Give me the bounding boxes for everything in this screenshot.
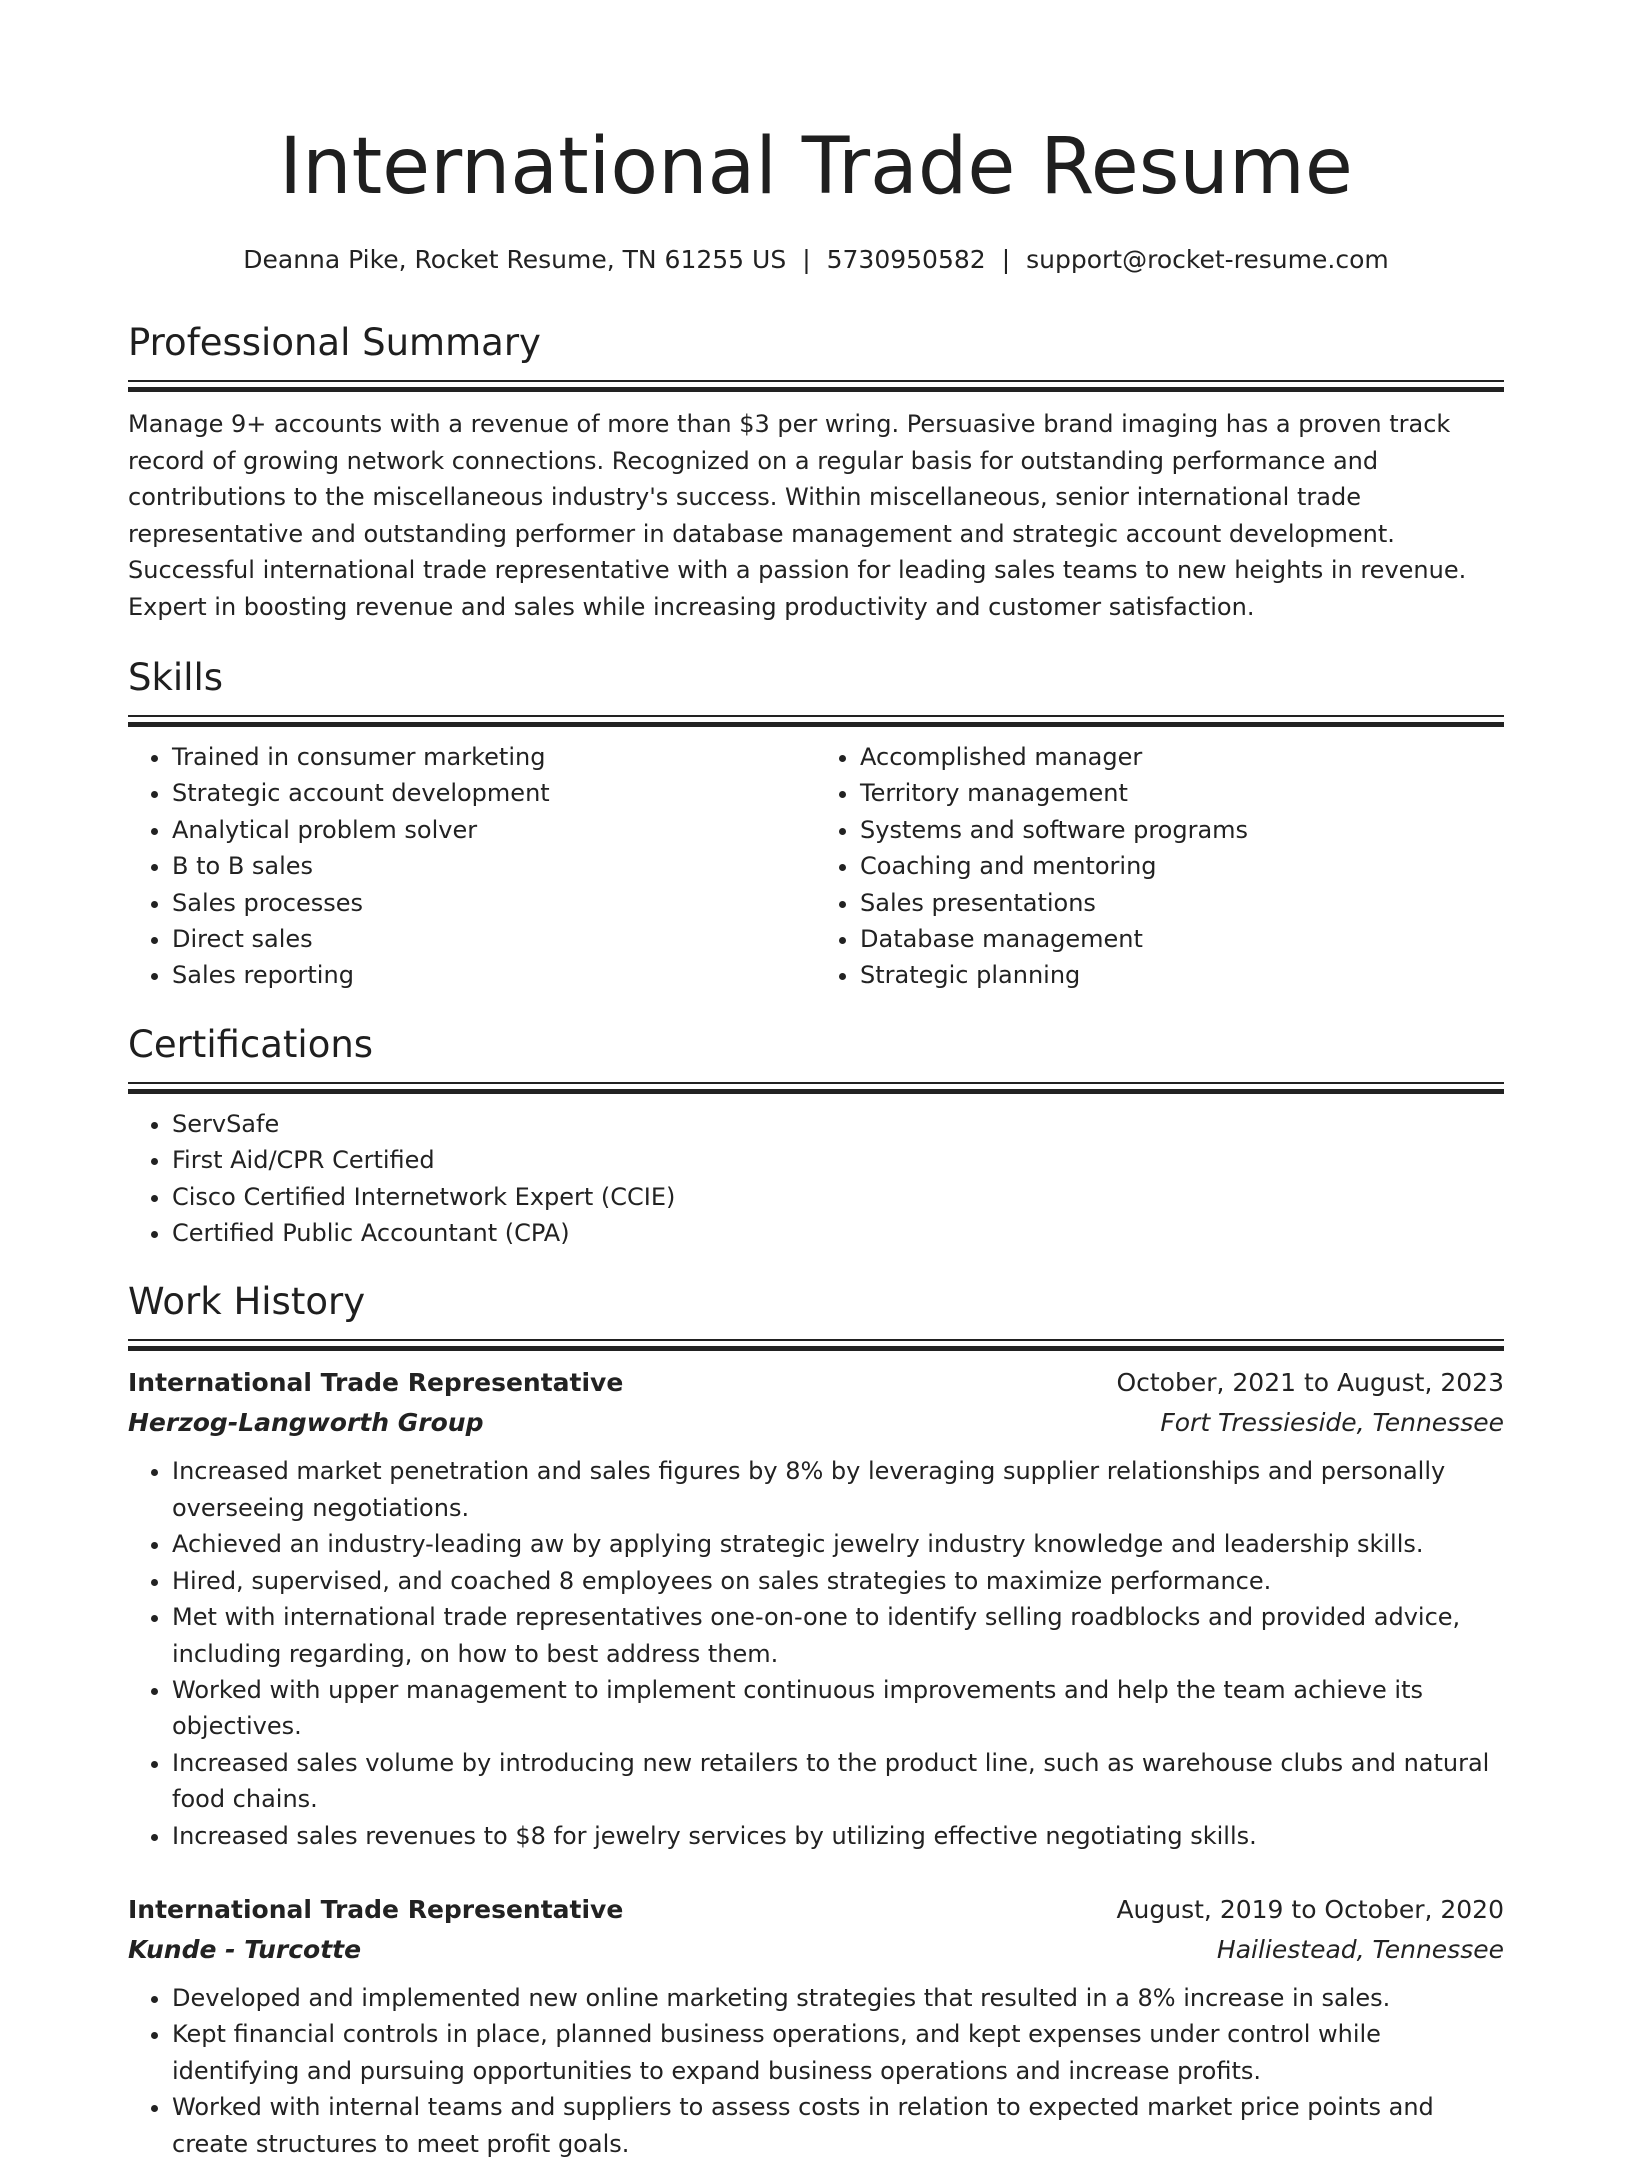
contact-separator: | xyxy=(1001,245,1011,274)
job-title: International Trade Representative xyxy=(128,1368,624,1398)
contact-email: support@rocket-resume.com xyxy=(1026,245,1389,274)
skills-column-left xyxy=(128,727,816,994)
section-divider xyxy=(128,380,1504,392)
skill-item: • B to B sales xyxy=(172,848,816,884)
job-entry xyxy=(128,1363,1504,1853)
job-company-row xyxy=(128,1403,1504,1443)
skill-item: • Strategic account development xyxy=(172,775,816,811)
skill-item: • Accomplished manager xyxy=(860,739,1504,775)
resume-content xyxy=(128,112,1504,2162)
skill-item: • Database management xyxy=(860,921,1504,957)
job-bullet: • Met with international trade representatives one-on-one to identify selling roadblocks and provided advice, including regarding, on how to best address them. xyxy=(172,1599,1504,1672)
summary-text: Manage 9+ accounts with a revenue of more than $3 per wring. Persuasive brand imaging has a proven track record of growing network connections. Recognized on a regular basis for outstanding performance and contributions to the miscellaneous industry's success. Within miscellaneous, senior international trade representative and outstanding performer in database management and strategic account development. Successful international trade representative with a passion for leading sales teams to new heights in revenue. Expert in boosting revenue and sales while increasing productivity and customer satisfaction. xyxy=(128,410,1467,621)
job-company: Herzog-Langworth Group xyxy=(128,1408,484,1438)
job-dates: August, 2019 to October, 2020 xyxy=(1116,1894,1504,1924)
job-bullet: • Kept financial controls in place, planned business operations, and kept expenses under control while identifying and pursuing opportunities to expand business operations and increase profits. xyxy=(172,2016,1504,2089)
skills-columns xyxy=(128,727,1504,994)
skill-item: • Coaching and mentoring xyxy=(860,848,1504,884)
skill-item: • Territory management xyxy=(860,775,1504,811)
job-dates: October, 2021 to August, 2023 xyxy=(1116,1368,1504,1398)
job-company-row xyxy=(128,1930,1504,1970)
job-location: Fort Tressieside, Tennessee xyxy=(1160,1408,1504,1438)
job-entry xyxy=(128,1890,1504,2162)
skill-item: • Sales presentations xyxy=(860,885,1504,921)
certification-item: • ServSafe xyxy=(172,1106,1504,1142)
certifications-heading: Certifications xyxy=(128,1022,374,1066)
certification-item: • Certified Public Accountant (CPA) xyxy=(172,1215,1504,1251)
job-header-row xyxy=(128,1890,1504,1930)
skill-item: • Trained in consumer marketing xyxy=(172,739,816,775)
summary-heading: Professional Summary xyxy=(128,321,541,364)
skills-column-right xyxy=(816,727,1504,994)
job-title: International Trade Representative xyxy=(128,1894,624,1924)
skill-item: • Systems and software programs xyxy=(860,812,1504,848)
job-location: Hailiestead, Tennessee xyxy=(1216,1934,1504,1964)
job-bullet: • Worked with upper management to implement continuous improvements and help the team achieve its objectives. xyxy=(172,1672,1504,1745)
skill-item: • Direct sales xyxy=(172,921,816,957)
skills-heading: Skills xyxy=(128,656,224,699)
job-bullet: • Worked with internal teams and suppliers to assess costs in relation to expected market price points and create structures to meet profit goals. xyxy=(172,2089,1504,2162)
certification-item: • Cisco Certified Internetwork Expert (CCIE) xyxy=(172,1179,1504,1215)
skill-item: • Sales reporting xyxy=(172,957,816,993)
job-bullet: • Increased sales volume by introducing new retailers to the product line, such as warehouse clubs and natural food chains. xyxy=(172,1745,1504,1818)
certifications-list xyxy=(128,1106,1504,1252)
job-bullet: • Increased sales revenues to $8 for jewelry services by utilizing effective negotiating skills. xyxy=(172,1818,1504,1854)
work-history-section xyxy=(128,1277,1504,2162)
job-bullets xyxy=(128,1453,1504,1853)
section-divider xyxy=(128,715,1504,727)
skills-section xyxy=(128,653,1504,994)
section-divider xyxy=(128,1082,1504,1094)
contact-address: Deanna Pike, Rocket Resume, TN 61255 US xyxy=(243,245,787,274)
job-bullets xyxy=(128,1980,1504,2162)
contact-line xyxy=(128,242,1504,278)
contact-separator: | xyxy=(802,245,811,274)
job-bullet: • Developed and implemented new online marketing strategies that resulted in a 8% increase in sales. xyxy=(172,1980,1504,2016)
job-bullet: • Hired, supervised, and coached 8 employees on sales strategies to maximize performance. xyxy=(172,1563,1504,1599)
skill-item: • Analytical problem solver xyxy=(172,812,816,848)
skills-list-right xyxy=(816,739,1504,994)
job-company: Kunde - Turcotte xyxy=(128,1934,362,1964)
contact-phone: 5730950582 xyxy=(826,245,986,274)
certifications-section xyxy=(128,1020,1504,1252)
summary-section xyxy=(128,318,1504,625)
job-bullet: • Achieved an industry-leading aw by applying strategic jewelry industry knowledge and leadership skills. xyxy=(172,1526,1504,1562)
skill-item: • Strategic planning xyxy=(860,957,1504,993)
job-header-row xyxy=(128,1363,1504,1403)
work-history-heading: Work History xyxy=(128,1280,366,1324)
skill-item: • Sales processes xyxy=(172,885,816,921)
certification-item: • First Aid/CPR Certified xyxy=(172,1142,1504,1178)
skills-list-left xyxy=(128,739,816,994)
job-bullet: • Increased market penetration and sales figures by 8% by leveraging supplier relationships and personally overseeing negotiations. xyxy=(172,1453,1504,1526)
section-divider xyxy=(128,1339,1504,1351)
resume-title: International Trade Resume xyxy=(279,122,1353,212)
